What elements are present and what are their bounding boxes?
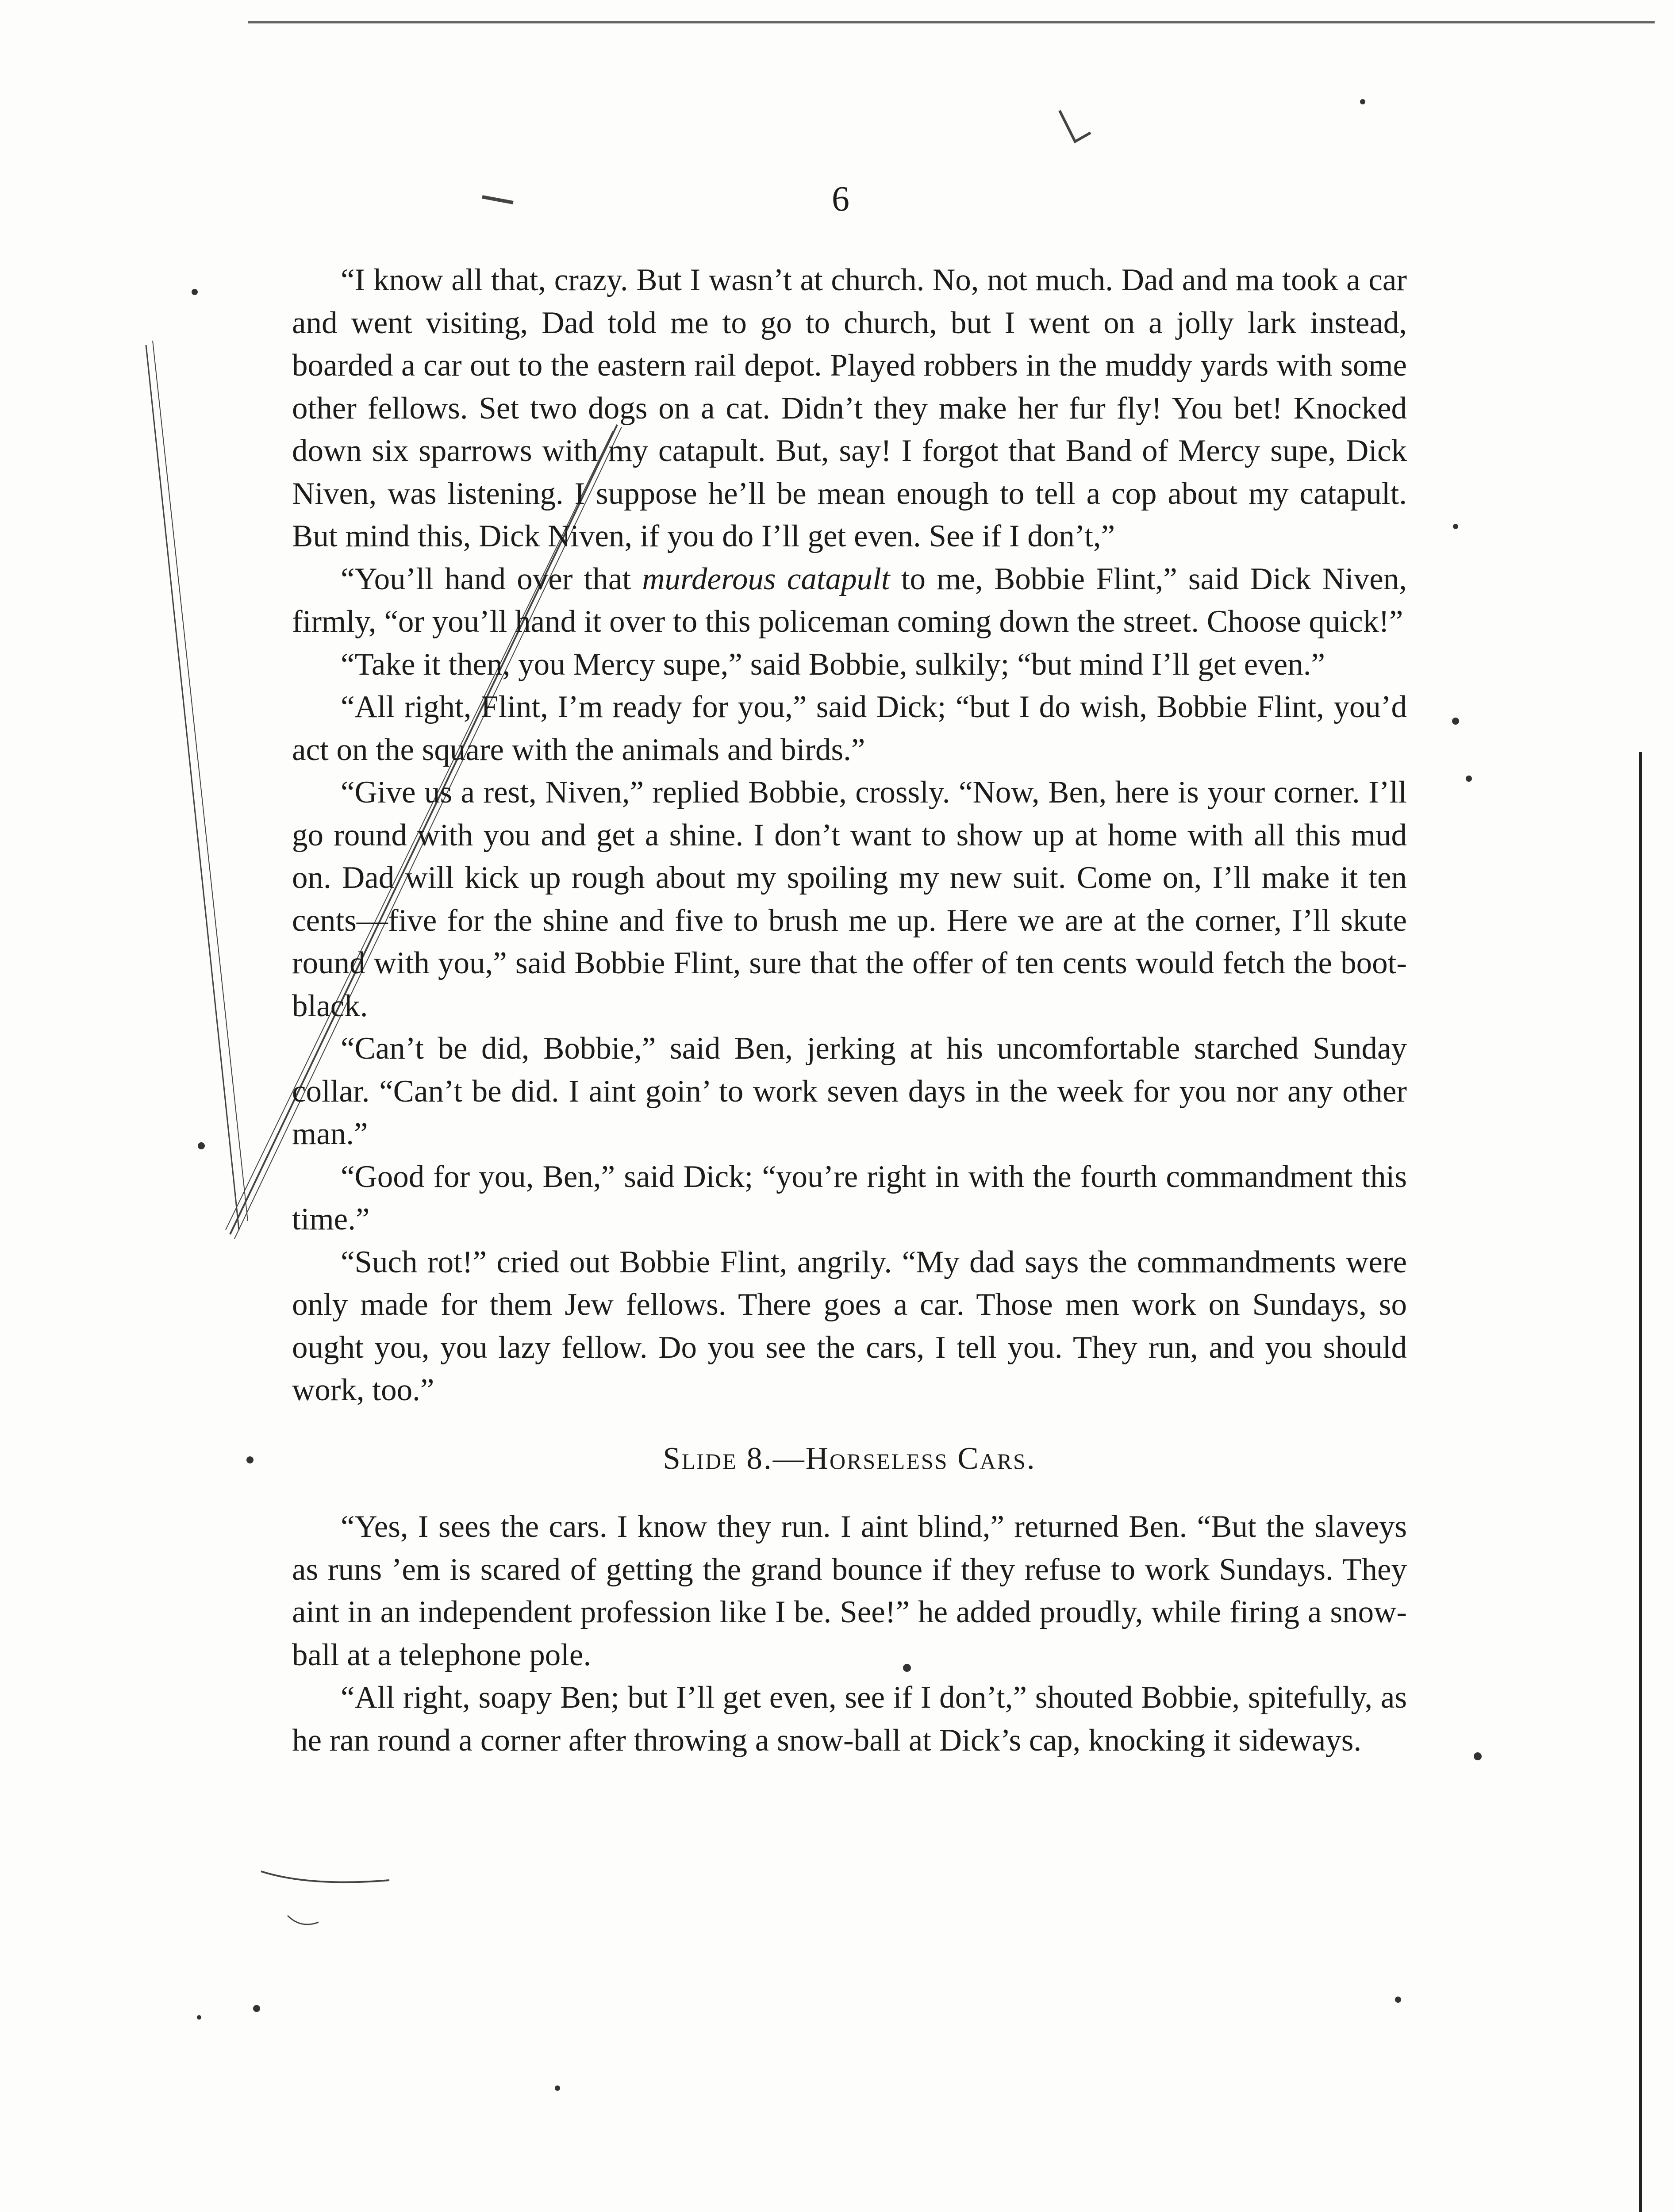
paragraph: “Yes, I sees the cars. I know they run. I aint blind,” returned Ben. “But the slaveys as runs ’em is scared of getting the grand bounce if they refuse to work Sundays. They aint in an independent profession like I be. See!” he added proudly, while firing a snow-ball at a telephone pole. <box>292 1509 1407 1672</box>
paragraph: “Take it then, you Mercy supe,” said Bobbie, sulkily; “but mind I’ll get even.” <box>341 647 1325 682</box>
paragraph: “Good for you, Ben,” said Dick; “you’re right in with the fourth commandment this time.” <box>292 1159 1407 1237</box>
paragraph: “I know all that, crazy. But I wasn’t at church. No, not much. Dad and ma took a car and went visiting, Dad told me to go to church, but I went on a jolly lark instead, boarded a car out to the eastern rail depot. Played robbers in the muddy yards with some other fellows. Set two dogs on a cat. Didn’t they make her fur fly! You bet! Knocked down six sparrows with my catapult. But, say! I forgot that Band of Mercy supe, Dick Niven, was listening. I suppose he’ll be mean enough to tell a cop about my catapult. But mind this, Dick Niven, if you do I’ll get even. See if I don’t,” <box>292 263 1407 553</box>
slide-heading: Slide 8.—Horseless Cars. <box>663 1441 1036 1476</box>
italic-phrase: murderous catapult <box>642 561 890 596</box>
scan-right-edge-line <box>1639 752 1642 2212</box>
paragraph: “Such rot!” cried out Bobbie Flint, angrily. “My dad says the commandments were only made for them Jew fellows. There goes a car. Those men work on Sundays, so ought you, you lazy fellow. Do you see the cars, I tell you. They run, and you should work, too.” <box>292 1244 1407 1407</box>
paragraph: “Can’t be did, Bobbie,” said Ben, jerking at his uncomfortable starched Sunday collar. “Can’t be did. I aint goin’ to work seven days in the week for you nor any other man.” <box>292 1031 1407 1151</box>
page-number: 6 <box>832 180 849 219</box>
paragraph: “You’ll hand over that murderous catapult to me, Bobbie Flint,” said Dick Niven, firmly, “or you’ll hand it over to this policeman coming down the street. Choose quick!” <box>292 561 1407 639</box>
paragraph: “All right, soapy Ben; but I’ll get even, see if I don’t,” shouted Bobbie, spitefully, as he ran round a corner after throwing a snow-ball at Dick’s cap, knocking it sideways. <box>292 1680 1407 1758</box>
body-text <box>292 259 1407 1762</box>
scan-top-edge-line <box>248 21 1655 23</box>
paragraph: “Give us a rest, Niven,” replied Bobbie, crossly. “Now, Ben, here is your corner. I’ll go round with you and get a shine. I don’t want to show up at home with all this mud on. Dad will kick up rough about my spoiling my new suit. Come on, I’ll make it ten cents—five for the shine and five to brush me up. Here we are at the corner, I’ll skute round with you,” said Bobbie Flint, sure that the offer of ten cents would fetch the boot-black. <box>292 775 1407 1023</box>
paragraph: “All right, Flint, I’m ready for you,” said Dick; “but I do wish, Bobbie Flint, you’d act on the square with the animals and birds.” <box>292 690 1407 767</box>
